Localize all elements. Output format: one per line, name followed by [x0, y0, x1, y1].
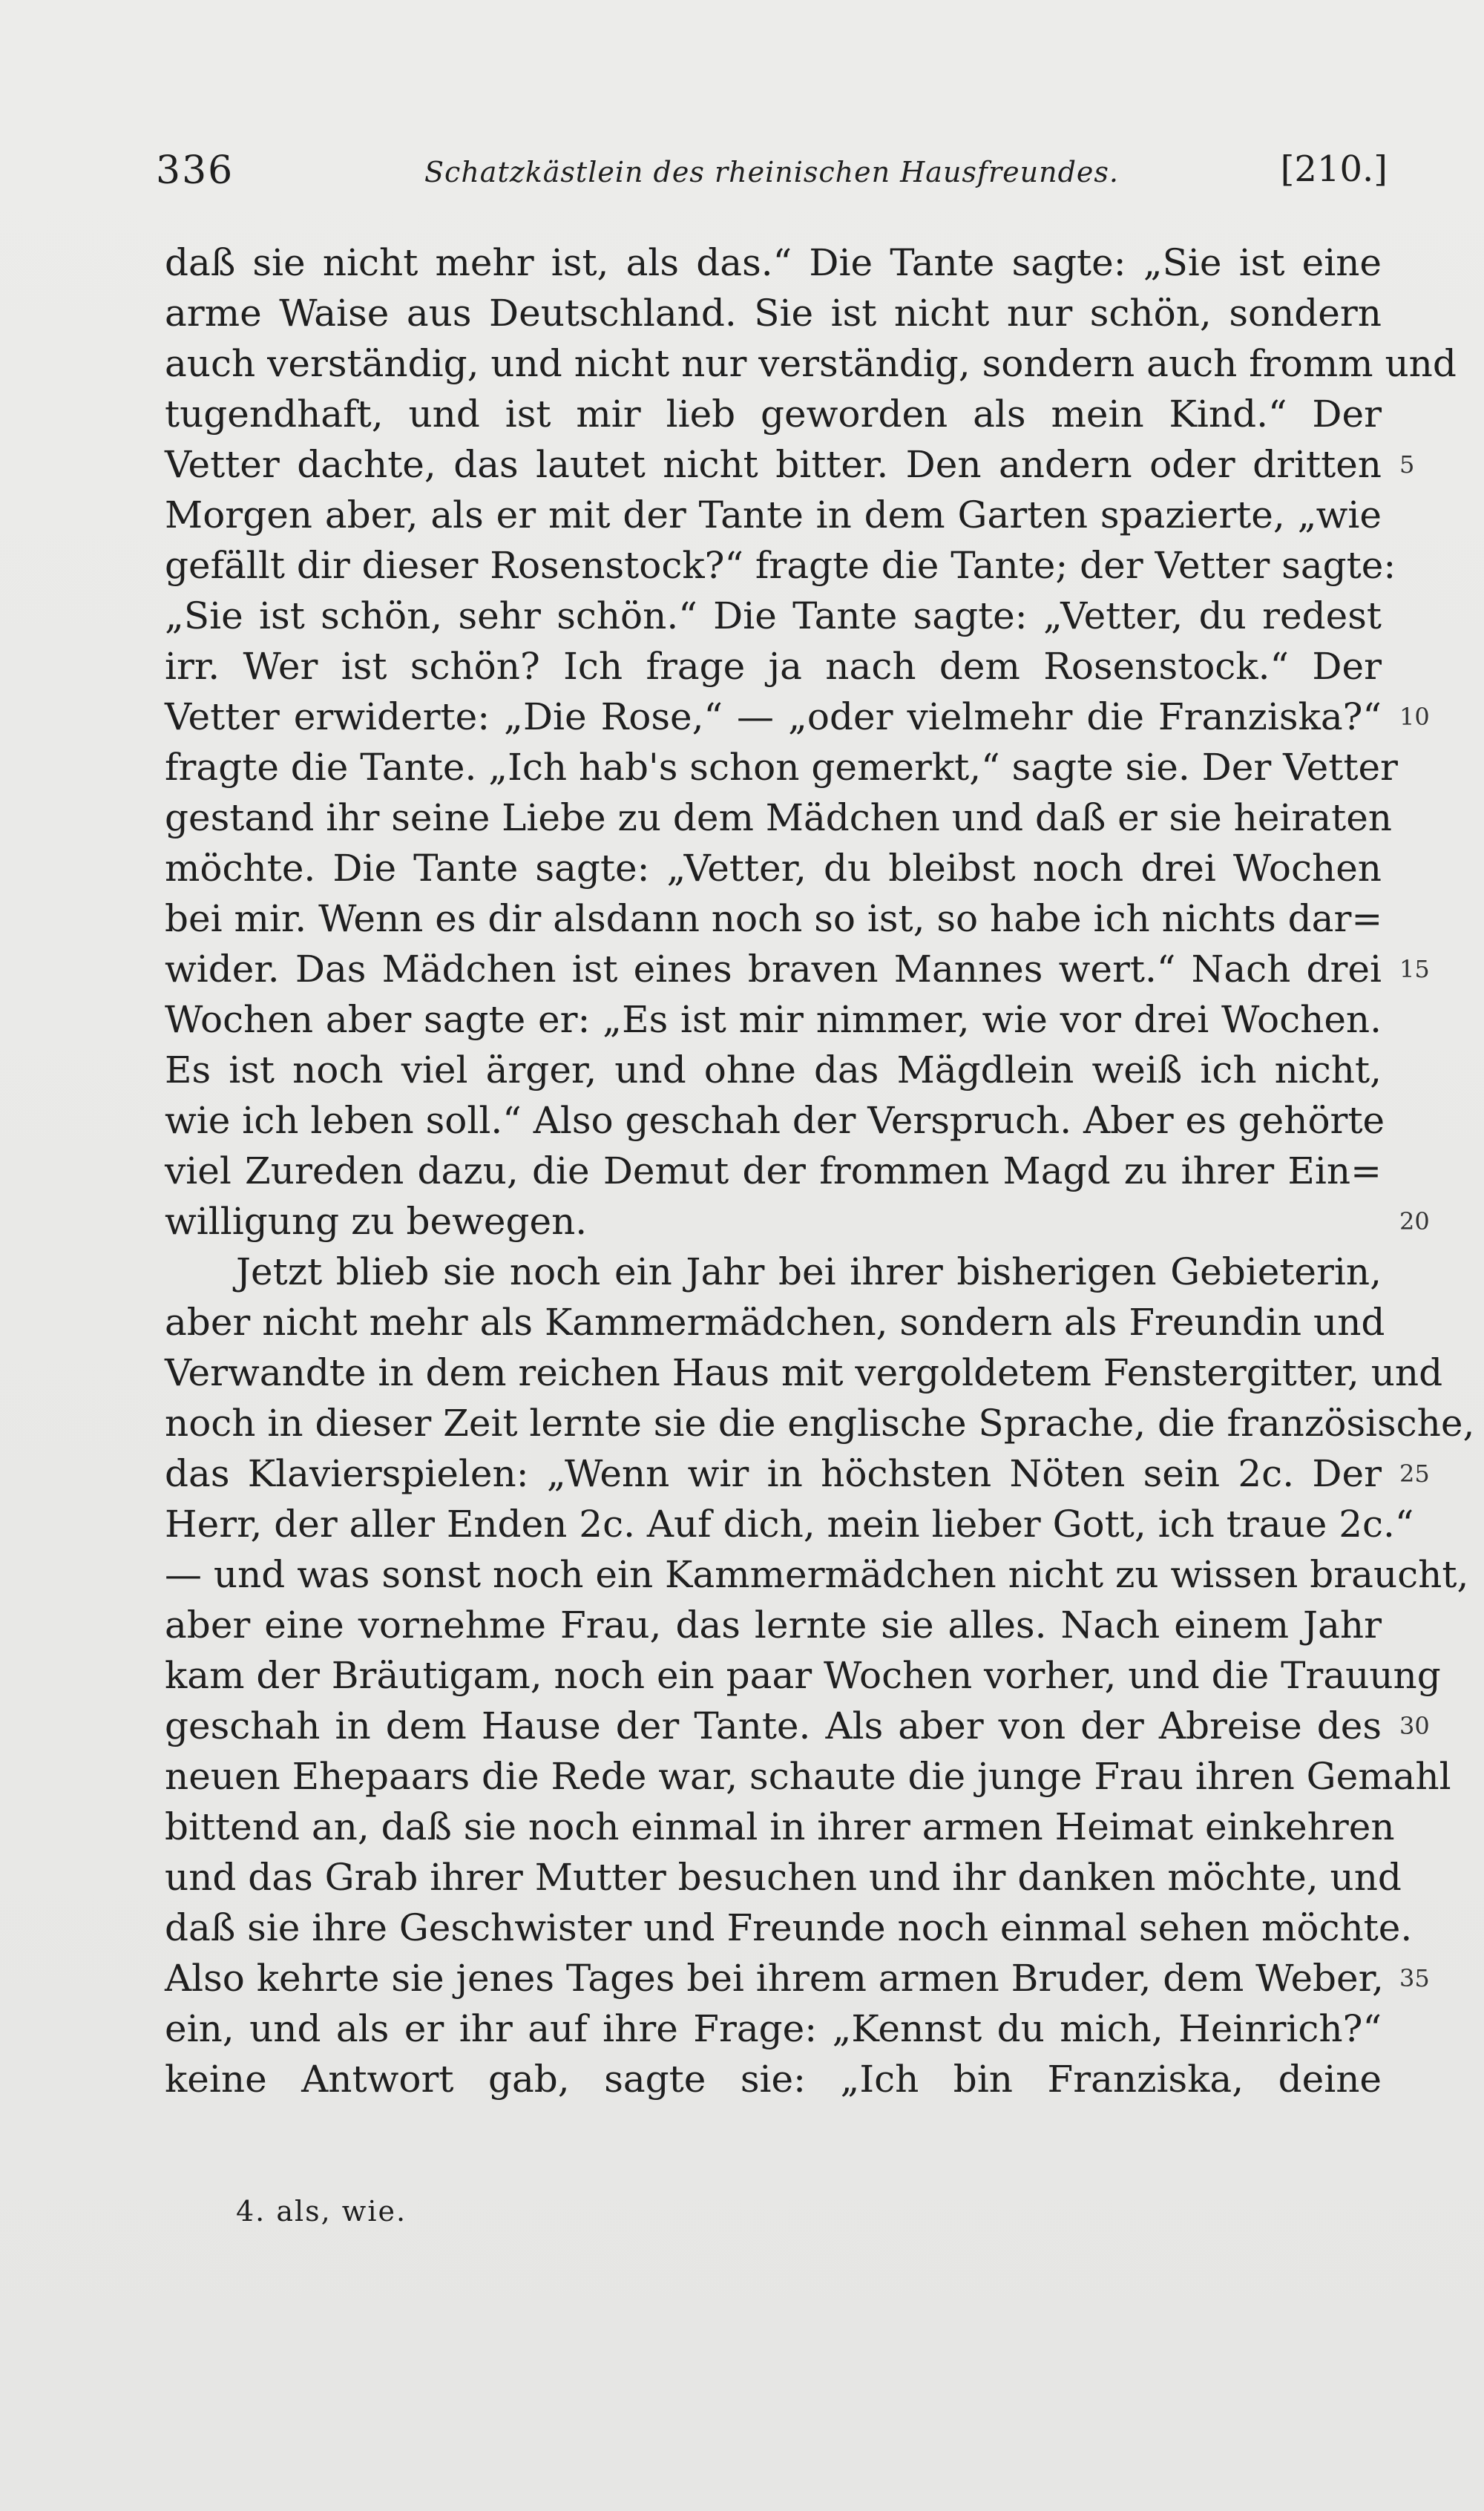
text-line: viel Zureden dazu, die Demut der frommen Magd zu ihrer Ein=: [165, 1149, 1382, 1192]
text-line: geschah in dem Hause der Tante. Als aber von der Abreise des: [165, 1704, 1382, 1747]
text-line: Vetter dachte, das lautet nicht bitter. Den andern oder dritten: [165, 443, 1382, 486]
text-line: auch verständig, und nicht nur verständig, sondern auch fromm und: [165, 342, 1457, 385]
text-line: Wochen aber sagte er: „Es ist mir nimmer, wie vor drei Wochen.: [165, 998, 1382, 1041]
text-line: bei mir. Wenn es dir alsdann noch so ist, so habe ich nichts dar=: [165, 897, 1383, 940]
text-line: Verwandte in dem reichen Haus mit vergoldetem Fenstergitter, und: [165, 1351, 1443, 1394]
text-line: wider. Das Mädchen ist eines braven Mannes wert.“ Nach drei: [165, 948, 1382, 991]
line-number: 30: [1399, 1712, 1430, 1740]
line-number: 10: [1399, 703, 1430, 731]
line-number: 5: [1399, 450, 1415, 479]
text-line: willigung zu bewegen.: [165, 1200, 588, 1243]
text-line: Vetter erwiderte: „Die Rose,“ — „oder vielmehr die Franziska?“: [165, 695, 1382, 738]
text-line: bittend an, daß sie noch einmal in ihrer armen Heimat einkehren: [165, 1805, 1395, 1848]
text-line: noch in dieser Zeit lernte sie die englische Sprache, die französische,: [165, 1402, 1475, 1445]
line-number: 15: [1399, 955, 1430, 983]
line-number: 25: [1399, 1460, 1430, 1488]
text-line: fragte die Tante. „Ich hab's schon gemerkt,“ sagte sie. Der Vetter: [165, 746, 1398, 789]
text-line: keine Antwort gab, sagte sie: „Ich bin Franziska, deine: [165, 2058, 1382, 2101]
text-line: Herr, der aller Enden 2c. Auf dich, mein lieber Gott, ich traue 2c.“: [165, 1503, 1414, 1546]
text-line: irr. Wer ist schön? Ich frage ja nach dem Rosenstock.“ Der: [165, 645, 1382, 688]
text-line: Jetzt blieb sie noch ein Jahr bei ihrer bisherigen Gebieterin,: [236, 1250, 1382, 1293]
running-title: Schatzkästlein des rheinischen Hausfreundes.: [424, 156, 1119, 188]
text-line: „Sie ist schön, sehr schön.“ Die Tante sagte: „Vetter, du redest: [165, 594, 1382, 637]
line-number: 20: [1399, 1207, 1430, 1235]
page-number: 336: [156, 148, 234, 193]
page-header: [156, 148, 1388, 208]
text-line: arme Waise aus Deutschland. Sie ist nicht nur schön, sondern: [165, 292, 1382, 335]
footnote: 4. als, wie.: [236, 2195, 407, 2228]
text-line: kam der Bräutigam, noch ein paar Wochen vorher, und die Trauung: [165, 1654, 1441, 1697]
original-page-number: [210.]: [1280, 148, 1388, 190]
text-line: Also kehrte sie jenes Tages bei ihrem armen Bruder, dem Weber,: [165, 1957, 1384, 2000]
text-line: wie ich leben soll.“ Also geschah der Verspruch. Aber es gehörte: [165, 1099, 1385, 1142]
text-line: gefällt dir dieser Rosenstock?“ fragte die Tante; der Vetter sagte:: [165, 544, 1396, 587]
text-line: neuen Ehepaars die Rede war, schaute die junge Frau ihren Gemahl: [165, 1755, 1451, 1798]
text-line: und das Grab ihrer Mutter besuchen und ihr danken möchte, und: [165, 1856, 1402, 1899]
text-line: möchte. Die Tante sagte: „Vetter, du bleibst noch drei Wochen: [165, 847, 1382, 890]
text-line: aber eine vornehme Frau, das lernte sie alles. Nach einem Jahr: [165, 1604, 1382, 1647]
text-line: daß sie nicht mehr ist, als das.“ Die Tante sagte: „Sie ist eine: [165, 241, 1382, 284]
text-line: Es ist noch viel ärger, und ohne das Mägdlein weiß ich nicht,: [165, 1048, 1382, 1092]
text-line: tugendhaft, und ist mir lieb geworden als mein Kind.“ Der: [165, 393, 1382, 436]
text-line: ein, und als er ihr auf ihre Frage: „Kennst du mich, Heinrich?“: [165, 2007, 1382, 2050]
line-number: 35: [1399, 1964, 1430, 1992]
text-line: gestand ihr seine Liebe zu dem Mädchen und daß er sie heiraten: [165, 796, 1393, 839]
text-line: das Klavierspielen: „Wenn wir in höchsten Nöten sein 2c. Der: [165, 1452, 1382, 1495]
text-line: daß sie ihre Geschwister und Freunde noch einmal sehen möchte.: [165, 1906, 1413, 1949]
text-line: aber nicht mehr als Kammermädchen, sondern als Freundin und: [165, 1301, 1385, 1344]
text-line: — und was sonst noch ein Kammermädchen nicht zu wissen braucht,: [165, 1553, 1469, 1596]
text-line: Morgen aber, als er mit der Tante in dem Garten spazierte, „wie: [165, 493, 1382, 536]
